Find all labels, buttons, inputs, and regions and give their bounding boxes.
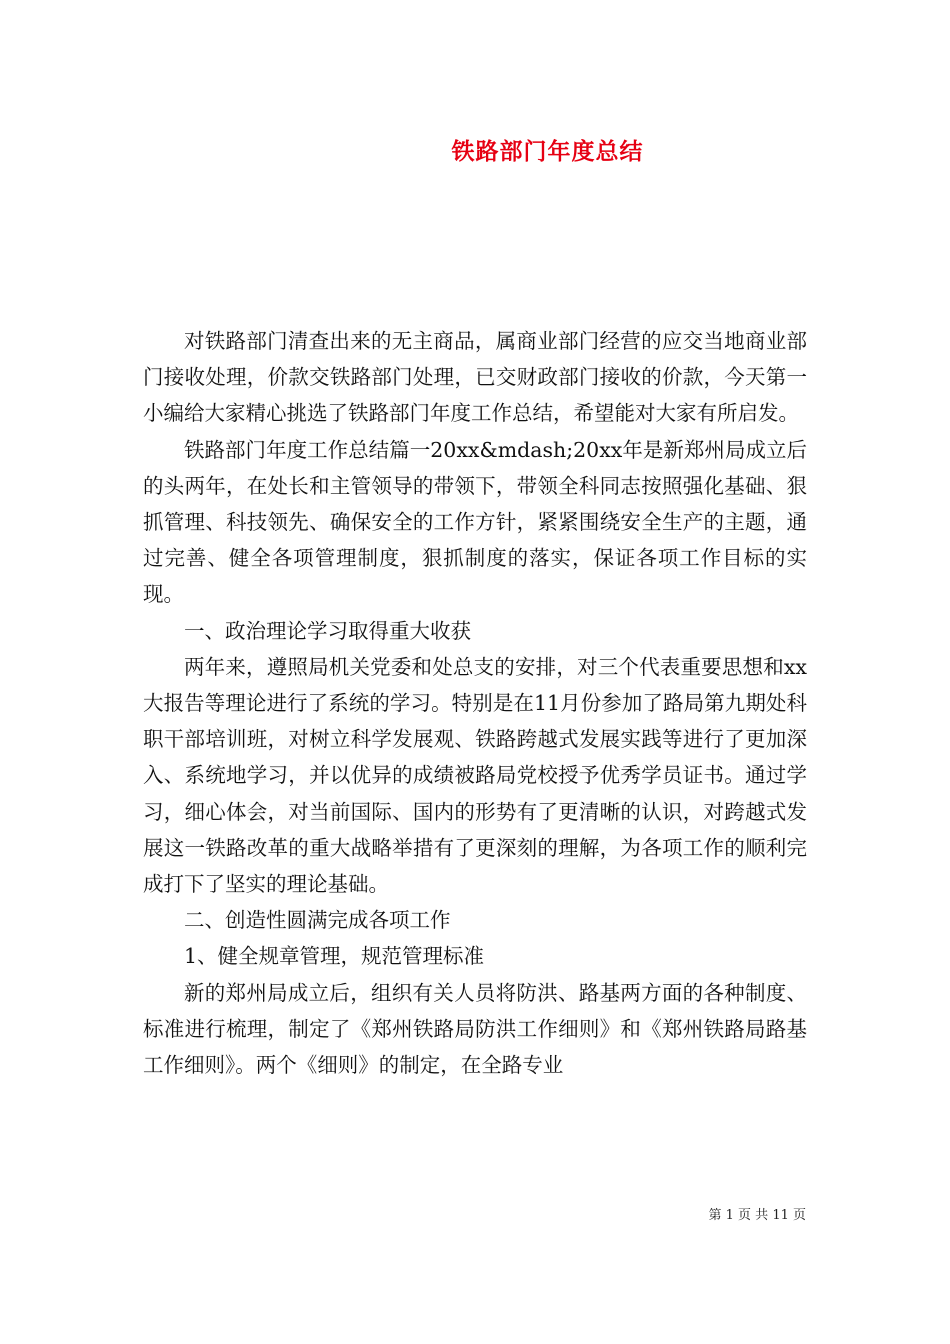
page-title: 铁路部门年度总结 [451,138,644,165]
document-body [143,323,807,1083]
page-number-footer: 第 1 页 共 11 页 [708,1208,806,1223]
section-heading-political-study: 一、政治理论学习取得重大收获 [184,618,471,643]
section-heading-creative-work: 二、创造性圆满完成各项工作 [184,908,451,933]
paragraph-political-study: 两年来，遵照局机关党委和处总支的安排，对三个代表重要思想和xx大报告等理论进行了系统的学习。特别是在11月份参加了路局第九期处科职干部培训班，对树立科学发展观、铁路跨越式发展实践等进行了更加深入、系统地学习，并以优异的成绩被路局党校授予优秀学员证书。通过学习，细心体会，对当前国际、国内的形势有了更清晰的认识，对跨越式发展这一铁路改革的重大战略举措有了更深刻的理解，为各项工作的顺利完成打下了坚实的理论基础。 [143,654,807,897]
paragraph-summary-opening: 铁路部门年度工作总结篇一20xx&mdash;20xx年是新郑州局成立后的头两年，在处长和主管领导的带领下，带领全科同志按照强化基础、狠抓管理、科技领先、确保安全的工作方针，紧紧围绕安全生产的主题，通过完善、健全各项管理制度，狠抓制度的落实，保证各项工作目标的实现。 [143,437,807,607]
paragraph-intro: 对铁路部门清查出来的无主商品，属商业部门经营的应交当地商业部门接收处理，价款交铁路部门处理，已交财政部门接收的价款，今天第一小编给大家精心挑选了铁路部门年度工作总结，希望能对大家有所启发。 [143,329,807,426]
subsection-heading-regulations: 1、健全规章管理，规范管理标准 [184,944,485,969]
paragraph-regulations: 新的郑州局成立后，组织有关人员将防洪、路基两方面的各种制度、标准进行梳理，制定了《郑州铁路局防洪工作细则》和《郑州铁路局路基工作细则》。两个《细则》的制定，在全路专业 [143,980,807,1078]
